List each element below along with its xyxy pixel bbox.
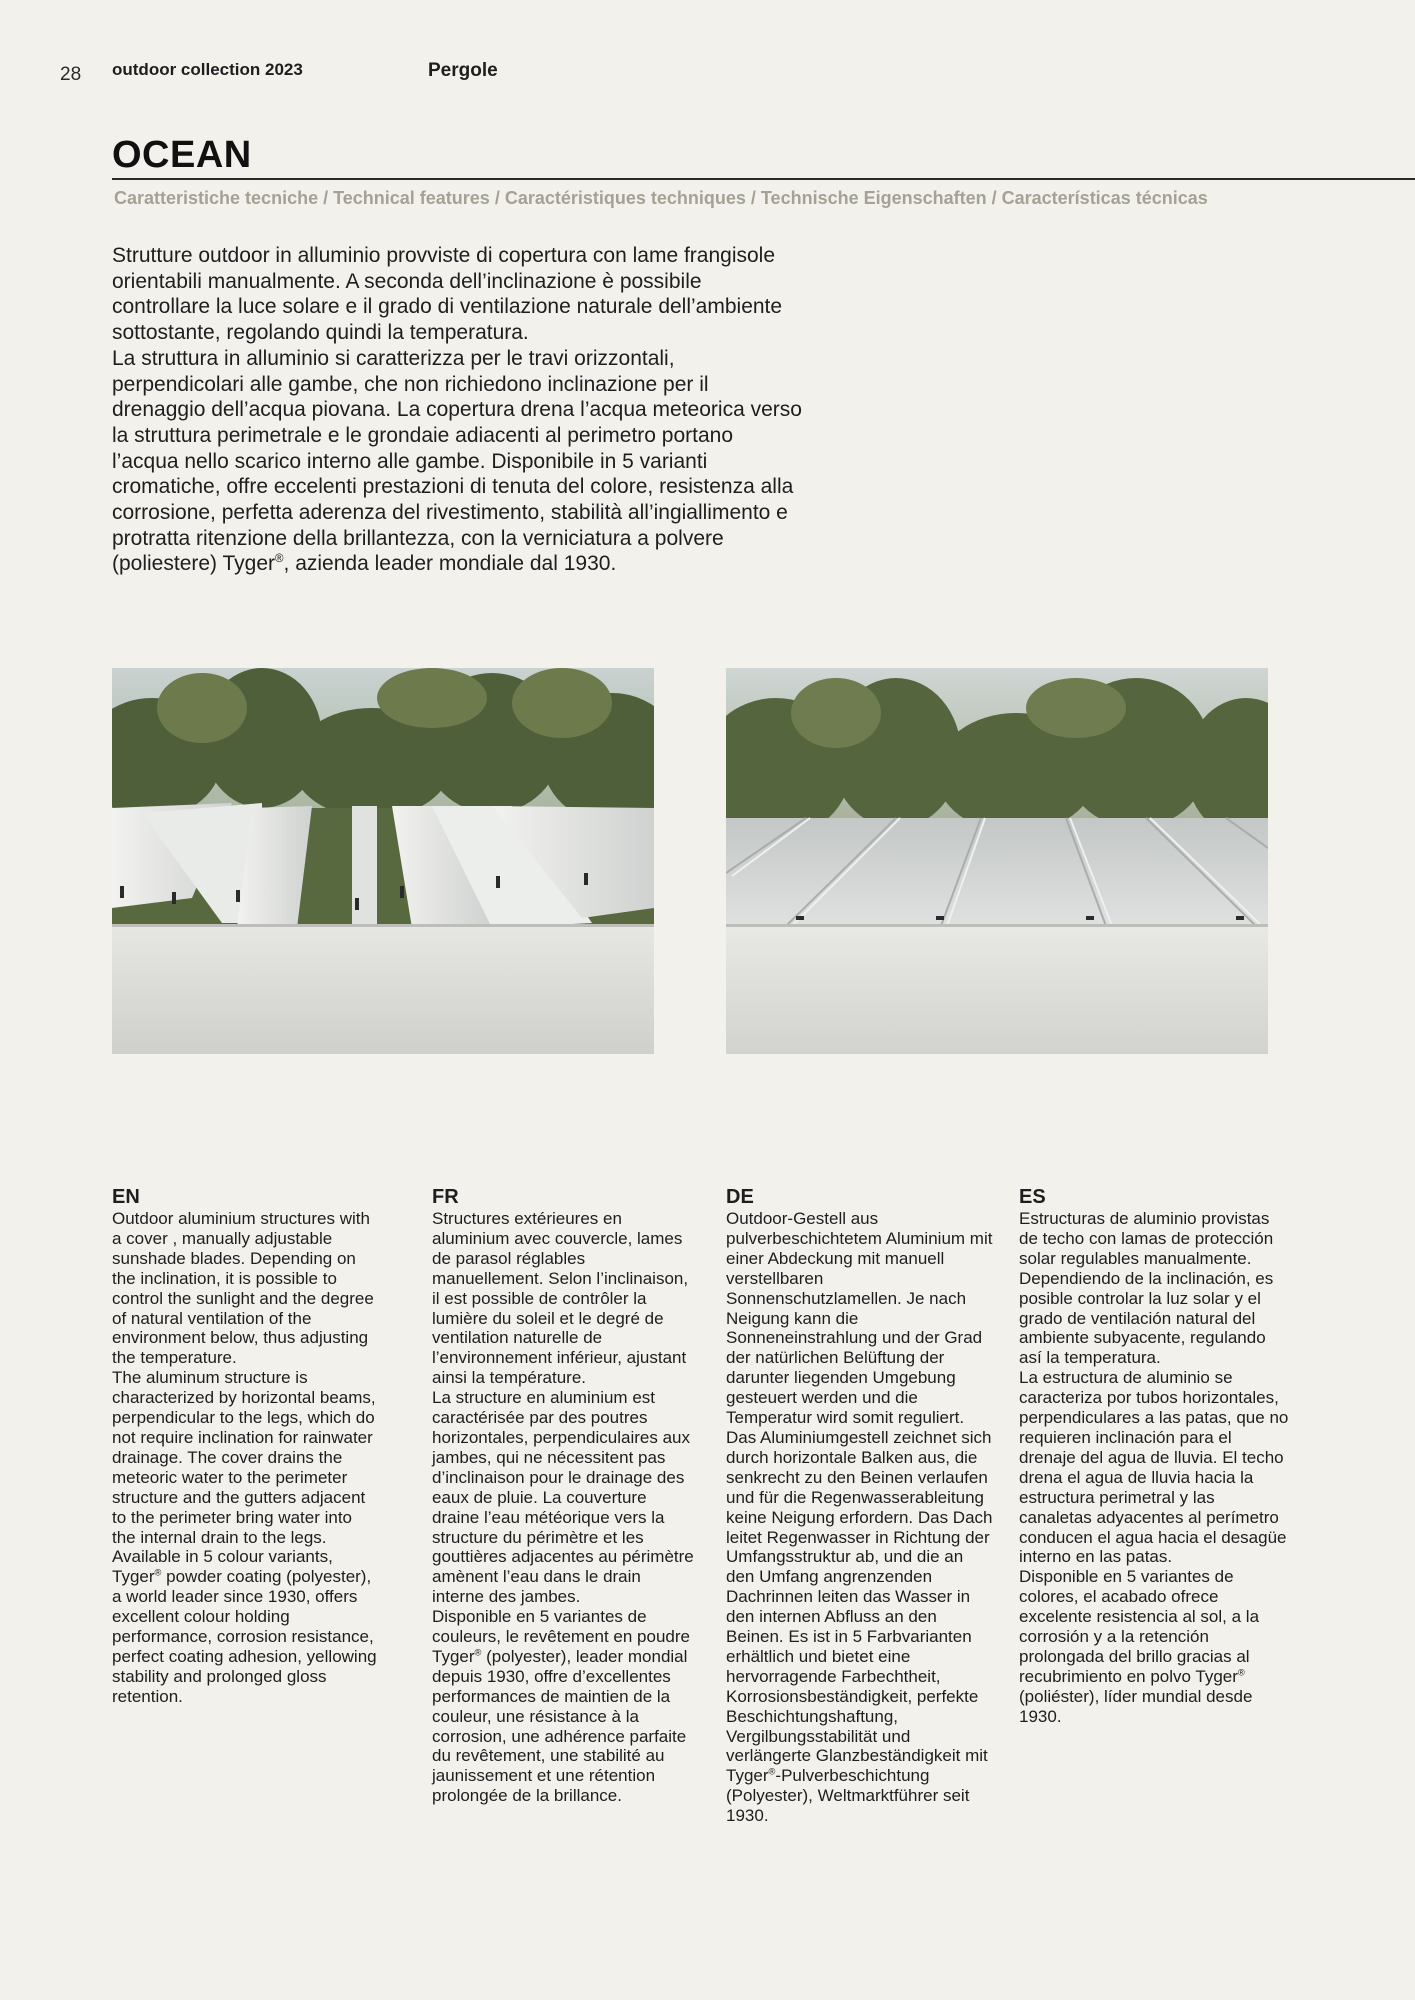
column-paragraph: Structures extérieures en aluminium avec couvercle, lames de parasol réglables manuellement. Selon l’inclinaison, il est possible de contrôler la lumière du soleil et le degré de ventilation naturelle de l’environnement inférieur, ajustant ainsi la température. <box>432 1209 689 1388</box>
column-spanish <box>1019 1185 1289 1727</box>
column-paragraph <box>432 1607 694 1806</box>
column-text: powder coating (polyester), a world leader since 1930, offers excellent colour holding performance, corrosion resistance, perfect coating adhesion, yellowing stability and prolonged gloss retention. <box>112 1567 377 1706</box>
registered-mark: ® <box>275 553 284 566</box>
pergola-closed-louvres-photo-graphic <box>726 668 1268 1054</box>
intro-paragraph: Strutture outdoor in alluminio provviste di copertura con lame frangisole orientabili manualmente. A seconda dell’inclinazione è possibile controllare la luce solare e il grado di ventilazione naturale dell’ambiente sottostante, regolando quindi la temperatura. <box>112 244 783 345</box>
registered-mark: ® <box>474 1647 482 1658</box>
language-label: ES <box>1019 1186 1046 1208</box>
column-paragraph: La estructura de aluminio se caracteriza por tubos horizontales, perpendiculares a las patas, que no requieren inclinación para el drenaje del agua de lluvia. El techo drena el agua de lluvia hacia la estructura perimetral y las canaletas adyacentes al perímetro conducen el agua hacia el desagüe interno en las patas. <box>1019 1368 1289 1567</box>
column-german <box>726 1185 994 1826</box>
pergola-open-louvres-photo <box>112 668 654 1054</box>
column-text: (poliéster), líder mundial desde 1930. <box>1019 1686 1253 1726</box>
column-text: Outdoor-Gestell aus pulverbeschichtetem Aluminium mit einer Abdeckung mit manuell verstellbaren Sonnenschutzlamellen. Je nach Neigung kann die Sonneneinstrahlung und der Grad der natürlichen Belüftung der darunter liegenden Umgebung gesteuert werden und die Temperatur wird somit reguliert. Das Aluminiumgestell zeichnet sich durch horizontale Balken aus, die senkrecht zu den Beinen verlaufen und für die Regenwasserableitung keine Neigung erfordern. Das Dach leitet Regenwasser in Richtung der Umfangsstruktur ab, und die an den Umfang angrenzenden Dachrinnen leiten das Wasser in den internen Abfluss an den Beinen. Es ist in 5 Farbvarianten erhältlich und bietet eine hervorragende Farbechtheit, Korrosionsbeständigkeit, perfekte Beschichtungshaftung, Vergilbungsstabilität und verlängerte Glanzbeständigkeit mit Tyger <box>726 1209 993 1786</box>
column-paragraph: La structure en aluminium est caractérisée par des poutres horizontales, perpendiculaires aux jambes, qui ne nécessitent pas d’inclinaison pour le drainage des eaux de pluie. La couverture draine l’eau météorique vers la structure du périmètre et les gouttières adjacentes au périmètre amènent l’eau dans le drain interne des jambes. <box>432 1388 694 1607</box>
language-label: FR <box>432 1186 459 1208</box>
column-french <box>432 1185 694 1806</box>
title-divider <box>112 178 1415 180</box>
intro-text-italian <box>112 243 802 577</box>
product-title: OCEAN <box>112 134 252 176</box>
column-paragraph: Estructuras de aluminio provistas de techo con lamas de protección solar regulables manualmente. Dependiendo de la inclinación, es posible controlar la luz solar y el grado de ventilación natural del ambiente subyacente, regulando así la temperatura. <box>1019 1209 1274 1368</box>
registered-mark: ® <box>154 1567 162 1578</box>
intro-text: La struttura in alluminio si caratterizza per le travi orizzontali, perpendicolari alle gambe, che non richiedono inclinazione per il drenaggio dell’acqua piovana. La copertura drena l’acqua meteorica verso la struttura perimetrale e le grondaie adiacenti al perimetro portano l’acqua nello scarico interno alle gambe. Disponibile in 5 varianti cromatiche, offre eccelenti prestazioni di tenuta del colore, resistenza alla corrosione, perfetta aderenza del rivestimento, stabilità all’ingiallimento e protratta ritenzione della brillantezza, con la verniciatura a polvere (poliestere) Tyger <box>112 346 802 576</box>
pergola-closed-louvres-photo <box>726 668 1268 1054</box>
registered-mark: ® <box>768 1766 776 1777</box>
column-english <box>112 1185 377 1707</box>
section-title: Pergole <box>428 60 498 81</box>
collection-title: outdoor collection 2023 <box>112 60 303 79</box>
pergola-open-louvres-photo-graphic <box>112 668 654 1054</box>
column-text: The aluminum structure is characterized by horizontal beams, perpendicular to the legs, which do not require inclination for rainwater drainage. The cover drains the meteoric water to the perimeter structure and the gutters adjacent to the perimeter bring water into the internal drain to the legs. Available in 5 colour variants, Tyger <box>112 1368 376 1587</box>
column-paragraph <box>1019 1567 1289 1726</box>
language-label: DE <box>726 1186 754 1208</box>
column-paragraph <box>726 1209 994 1826</box>
intro-text: , azienda leader mondiale dal 1930. <box>283 552 617 576</box>
column-paragraph <box>112 1368 377 1706</box>
column-paragraph: Outdoor aluminium structures with a cover , manually adjustable sunshade blades. Depending on the inclination, it is possible to control the sunlight and the degree of natural ventilation of the environment below, thus adjusting the temperature. <box>112 1209 374 1368</box>
column-text: (polyester), leader mondial depuis 1930, offre d’excellentes performances de maintien de la couleur, une résistance à la corrosion, une adhérence parfaite du revêtement, une stabilité au jaunissement et une rétention prolongée de la brillance. <box>432 1646 688 1806</box>
page-number: 28 <box>60 64 82 85</box>
intro-paragraph <box>112 346 802 577</box>
column-text: -Pulverbeschichtung (Polyester), Weltmarktführer seit 1930. <box>726 1766 970 1826</box>
language-label: EN <box>112 1186 140 1208</box>
technical-features-subheading: Caratteristiche tecniche / Technical features / Caractéristiques techniques / Technische Eigenschaften / Características técnicas <box>114 188 1208 208</box>
registered-mark: ® <box>1237 1667 1245 1678</box>
column-text: Disponible en 5 variantes de colores, el acabado ofrece excelente resistencia al sol, a la corrosión y a la retención prolongada del brillo gracias al recubrimiento en polvo Tyger <box>1019 1567 1260 1686</box>
column-text: Disponible en 5 variantes de couleurs, le revêtement en poudre Tyger <box>432 1607 690 1666</box>
